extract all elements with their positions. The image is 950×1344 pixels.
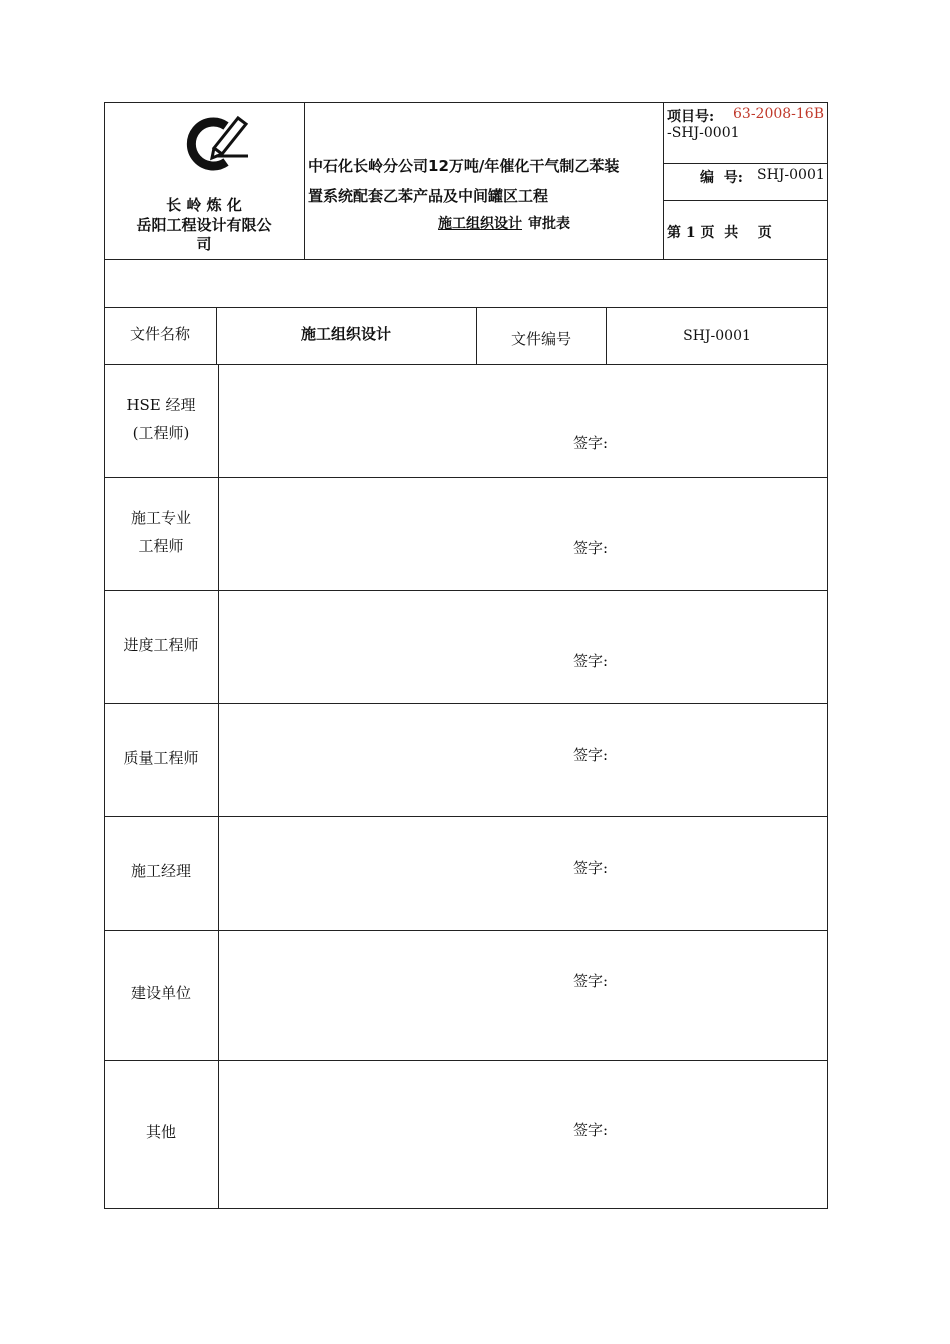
- company-logo-mark: [186, 112, 256, 176]
- file-number-label: 文件编号: [510, 330, 571, 348]
- role-label-construction: 施工专业: [130, 509, 191, 527]
- project-number-value: 63-2008-16B: [733, 106, 825, 122]
- signature-field-quality[interactable]: [219, 704, 827, 816]
- signature-label: 签字:: [573, 539, 609, 557]
- signature-field-schedule[interactable]: [219, 591, 827, 703]
- signature-field-construction-manager[interactable]: [219, 817, 827, 930]
- role-label-other: 其他: [145, 1123, 176, 1141]
- signature-label: 签字:: [573, 972, 609, 990]
- signature-label: 签字:: [573, 652, 609, 670]
- company-short-name: 长 岭 炼 化: [166, 196, 242, 214]
- project-number-label: 项目号:: [667, 109, 715, 125]
- page-counter: 第 1 页 共 页: [667, 225, 772, 241]
- role-label-schedule: 进度工程师: [123, 636, 199, 654]
- company-full-name-line2: 司: [196, 235, 212, 253]
- role-label-construction-manager: 施工经理: [130, 862, 191, 880]
- file-name-label: 文件名称: [129, 325, 190, 343]
- role-label-hse: HSE 经理: [126, 396, 196, 414]
- role-label-owner: 建设单位: [130, 984, 191, 1002]
- project-number-value-continued: -SHJ-0001: [667, 125, 740, 141]
- file-name-value: 施工组织设计: [300, 325, 391, 343]
- signature-label: 签字:: [573, 859, 609, 877]
- signature-label: 签字:: [573, 746, 609, 764]
- signature-field-hse[interactable]: [219, 365, 827, 477]
- project-name-line1: 中石化长岭分公司12万吨/年催化干气制乙苯装: [308, 157, 620, 175]
- document-title: [430, 213, 570, 233]
- serial-number-label: 编 号:: [700, 170, 743, 186]
- signature-field-other[interactable]: [219, 1061, 827, 1208]
- role-label-construction-sub: 工程师: [138, 537, 184, 555]
- file-number-value: SHJ-0001: [683, 328, 751, 344]
- role-label-hse-sub: (工程师): [132, 424, 190, 442]
- signature-field-construction[interactable]: [219, 478, 827, 590]
- signature-label: 签字:: [573, 434, 609, 452]
- role-label-quality: 质量工程师: [123, 749, 199, 767]
- company-logo: [186, 112, 256, 176]
- signature-field-owner[interactable]: [219, 931, 827, 1060]
- serial-number-value: SHJ-0001: [757, 167, 825, 183]
- document-title-suffix: 审批表: [528, 216, 570, 232]
- signature-label: 签字:: [573, 1121, 609, 1139]
- project-name-line2: 置系统配套乙苯产品及中间罐区工程: [308, 187, 549, 205]
- company-full-name-line1: 岳阳工程设计有限公: [136, 216, 272, 234]
- document-title-underlined: 施工组织设计: [438, 216, 522, 232]
